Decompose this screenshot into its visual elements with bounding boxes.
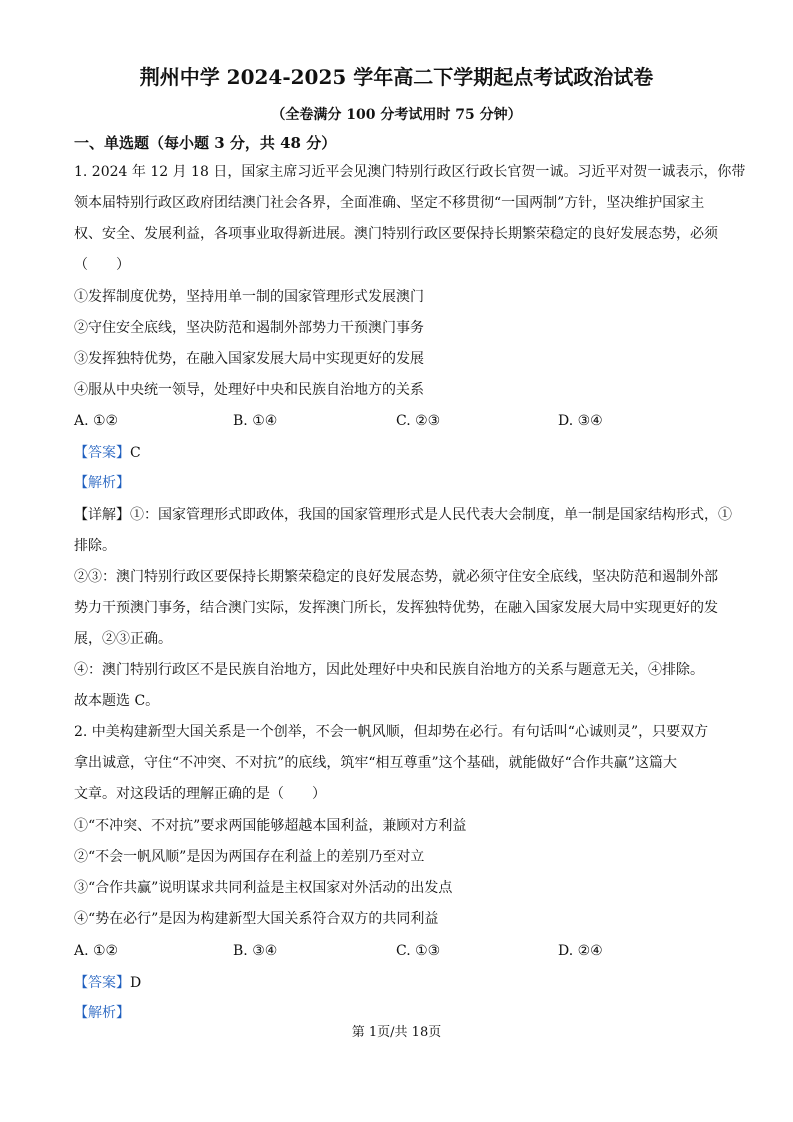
q1-analysis-tag: 【解析】 bbox=[74, 475, 130, 491]
page-subtitle: （全卷满分 100 分考试用时 75 分钟） bbox=[271, 107, 522, 123]
q2-stem-line: 文章。对这段话的理解正确的是（ ） bbox=[74, 786, 326, 802]
page-footer: 第 1页/共 18页 bbox=[351, 1025, 442, 1040]
q2-answer bbox=[74, 974, 141, 992]
q1-detail-line: 势力干预澳门事务，结合澳门实际，发挥澳门所长，发挥独特优势，在融入国家发展大局中实现更好的发 bbox=[74, 600, 718, 616]
q1-stem-line: （ ） bbox=[74, 257, 130, 273]
answer-tag: 【答案】 bbox=[74, 445, 130, 461]
q1-option-c: C. ②③ bbox=[396, 413, 441, 429]
q1-option-a: A. ①② bbox=[74, 413, 119, 429]
q2-stem-line: 2. 中美构建新型大国关系是一个创举，不会一帆风顺，但却势在必行。有句话叫“心诚则灵”，只要双方 bbox=[74, 724, 709, 740]
q1-detail-line bbox=[74, 506, 732, 524]
q1-detail-line: ④：澳门特别行政区不是民族自治地方，因此处理好中央和民族自治地方的关系与题意无关，④排除。 bbox=[74, 662, 704, 678]
detail-text: ①：国家管理形式即政体，我国的国家管理形式是人民代表大会制度，单一制是国家结构形式，① bbox=[130, 507, 732, 523]
q2-option-a: A. ①② bbox=[74, 943, 119, 959]
q2-analysis-tag: 【解析】 bbox=[74, 1005, 130, 1021]
q1-option-d: D. ③④ bbox=[558, 413, 603, 429]
answer-value: C bbox=[130, 445, 141, 461]
q1-detail-line: 故本题选 C。 bbox=[74, 693, 160, 709]
q1-item: ③发挥独特优势，在融入国家发展大局中实现更好的发展 bbox=[74, 351, 424, 367]
q2-option-b: B. ③④ bbox=[233, 943, 278, 959]
q2-option-c: C. ①③ bbox=[396, 943, 441, 959]
answer-value: D bbox=[130, 975, 142, 991]
q1-item: ②守住安全底线，坚决防范和遏制外部势力干预澳门事务 bbox=[74, 320, 424, 336]
answer-tag: 【答案】 bbox=[74, 975, 130, 991]
q2-item: ③“合作共赢”说明谋求共同利益是主权国家对外活动的出发点 bbox=[74, 880, 453, 896]
q1-answer bbox=[74, 444, 141, 462]
q1-detail-line: ②③：澳门特别行政区要保持长期繁荣稳定的良好发展态势，就必须守住安全底线，坚决防范和遏制外部 bbox=[74, 569, 718, 585]
q2-stem-line: 拿出诚意，守住“不冲突、不对抗”的底线，筑牢“相互尊重”这个基础，就能做好“合作共赢”这篇大 bbox=[74, 755, 677, 771]
detail-tag: 【详解】 bbox=[74, 507, 130, 523]
q2-item: ①“不冲突、不对抗”要求两国能够超越本国利益，兼顾对方利益 bbox=[74, 818, 467, 834]
q1-stem-line: 1. 2024 年 12 月 18 日，国家主席习近平会见澳门特别行政区行政长官贺一诚。习近平对贺一诚表示，你带 bbox=[74, 164, 746, 180]
q1-stem-line: 权、安全、发展利益，各项事业取得新进展。澳门特别行政区要保持长期繁荣稳定的良好发展态势，必须 bbox=[74, 226, 718, 242]
q1-stem-line: 领本届特别行政区政府团结澳门社会各界，全面准确、坚定不移贯彻“一国两制”方针，坚决维护国家主 bbox=[74, 195, 705, 211]
q1-item: ①发挥制度优势，坚持用单一制的国家管理形式发展澳门 bbox=[74, 289, 424, 305]
q2-option-d: D. ②④ bbox=[558, 943, 603, 959]
q1-option-b: B. ①④ bbox=[233, 413, 278, 429]
page-title: 荆州中学 2024-2025 学年高二下学期起点考试政治试卷 bbox=[139, 65, 654, 89]
q2-item: ④“势在必行”是因为构建新型大国关系符合双方的共同利益 bbox=[74, 911, 439, 927]
q2-item: ②“不会一帆风顺”是因为两国存在利益上的差别乃至对立 bbox=[74, 849, 425, 865]
q1-item: ④服从中央统一领导，处理好中央和民族自治地方的关系 bbox=[74, 382, 424, 398]
q1-detail-line: 展，②③正确。 bbox=[74, 631, 172, 647]
section-heading: 一、单选题（每小题 3 分，共 48 分） bbox=[74, 134, 337, 152]
q1-detail-line: 排除。 bbox=[74, 538, 116, 554]
